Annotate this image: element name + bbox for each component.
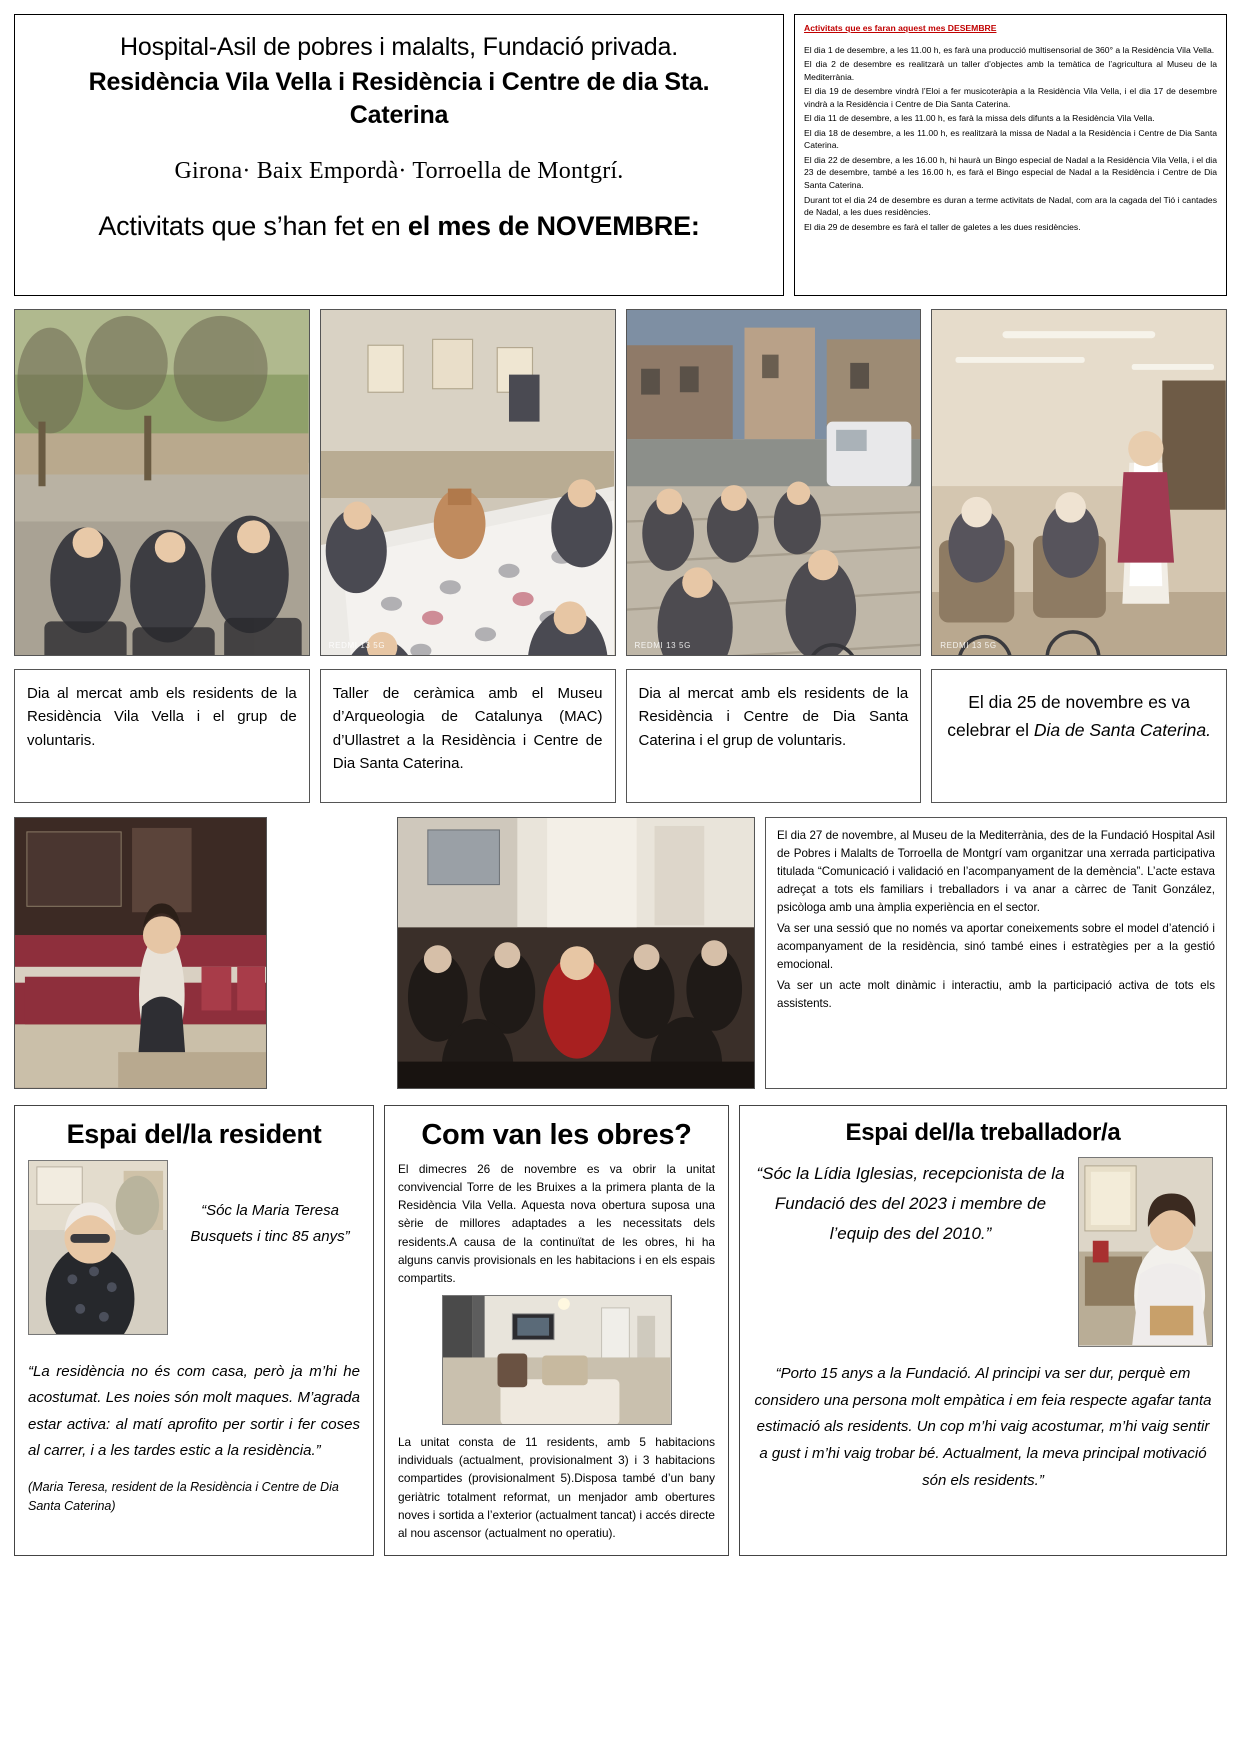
portrait-illustration [1079,1158,1212,1345]
photo-illustration [15,818,266,1088]
photo-illustration [398,818,754,1088]
photo-column-3 [626,309,922,803]
activity-month: el mes de NOVEMBRE: [407,211,700,241]
activity-headline [45,211,753,242]
photo-ceramics-workshop [320,309,616,656]
works-progress-box [384,1105,729,1556]
talk-photo-column-2 [397,817,755,1089]
resident-section-title: Espai del/la resident [66,1119,322,1149]
locations-line: Girona· Baix Empordà· Torroella de Montgrí. [174,158,624,184]
photo-row-2 [14,817,1227,1089]
photo-illustration [627,310,921,656]
bottom-sections-row [14,1105,1227,1556]
org-line-1: Hospital-Asil de pobres i malalts, Fundació privada. [120,33,678,61]
photo-illustration [932,310,1226,656]
talk-description-box [765,817,1227,1089]
works-section-title: Com van les obres? [421,1119,692,1151]
resident-short-quote: “Sóc la Maria Teresa Busquets i tinc 85 anys” [190,1202,350,1245]
photo-column-4 [931,309,1227,803]
photo-watermark: REDMI 13 5G [328,641,386,650]
december-item: El dia 1 de desembre, a les 11.00 h, es farà una producció multisensorial de 360° a la Residència Vila Vella. [804,44,1215,55]
header-row [14,14,1227,296]
photo-market-vila-vella [14,309,310,656]
photo-santa-caterina-day [931,309,1227,656]
december-item: Durant tot el dia 24 de desembre es duran a terme activitats de Nadal, com ara la cagada del Tió i cantades de Nadal, a les dues residències. [804,194,1217,218]
works-paragraph-2: La unitat consta de 11 residents, amb 5 habitacions individuals (actualment, provisionalment 3) i 3 habitacions compartides (provisionalment 5).Disposa també d’un bany geriàtric totalment reformat, un menjador amb obertures noves i sortida a l’exterior (actualment tancat) i accés directe al nou ascensor (actualment no operatiu). [398,1435,715,1540]
december-item: El dia 11 de desembre, a les 11.00 h, es farà la missa dels difunts a la Residència Vila Vella. [804,113,1155,124]
photo-new-dining-room [442,1295,672,1425]
resident-portrait [28,1160,168,1335]
photo-illustration [443,1296,671,1425]
december-item: El dia 29 de desembre es farà el taller de galetes a les dues residències. [804,221,1081,232]
photo-watermark: REDMI 13 5G [940,641,997,650]
december-item: El dia 19 de desembre vindrà l’Eloi a fer musicoteràpia a la Residència Vila Vella, i el dia 17 de desembre vindrà a la Residència i Centre de Dia Santa Caterina. [804,86,1217,109]
photo-caption-2: Taller de ceràmica amb el Museu d’Arqueologia de Catalunya (MAC) d’Ullastret a la Residència i Centre de Dia Santa Caterina. [320,669,616,803]
talk-paragraph: Va ser un acte molt dinàmic i interactiu, amb la participació activa de tots els assistents. [777,978,1215,1010]
december-item: El dia 18 de desembre, a les 11.00 h, es realitzarà la missa de Nadal a la Residència i Centre de Dia Santa Caterina. [804,127,1217,151]
photo-watermark: REDMI 13 5G [634,641,691,650]
december-item: El dia 22 de desembre, a les 16.00 h, hi haurà un Bingo especial de Nadal a la Residència Vila Vella, i el dia 23 de desembre, també a les 16.00 h, es farà el Bingo especial de Nadal a la Residència i Centre de Dia Santa Caterina. [804,154,1217,191]
photo-market-santa-caterina [626,309,922,656]
resident-intro [28,1160,360,1335]
resident-attribution: (Maria Teresa, resident de la Residència i Centre de Dia Santa Caterina) [28,1480,339,1513]
worker-intro [753,1157,1213,1347]
org-line-2: Residència Vila Vella i Residència i Centre de dia Sta. Caterina [88,68,710,129]
photo-illustration [321,310,615,656]
talk-paragraph: El dia 27 de novembre, al Museu de la Mediterrània, des de la Fundació Hospital Asil de Pobres i Malalts de Torroella de Montgrí vam organitzar una xerrada participativa titulada “Comunicació i validació en l’acompanyament de la demència”. L’acte estava adreçat a tots els familiars i treballadors i va anar a càrrec de Tanit González, psicòloga amb una àmplia experiència en el sector. [777,829,1215,914]
worker-long-quote: “Porto 15 anys a la Fundació. Al principi va ser dur, perquè em considero una persona molt empàtica i em feia respecte agafar tanta estimació als residents. Un cop m’hi vaig acostumar, m’hi vaig sentir a gust i m’hi vaig trobar bé. Actualment, la meva principal motivació són els residents.” [754,1365,1212,1489]
activity-prefix: Activitats que s’han fet en [98,211,408,241]
resident-space-box [14,1105,374,1556]
worker-space-box [739,1105,1227,1556]
portrait-illustration [29,1161,167,1334]
worker-section-title: Espai del/la treballador/a [845,1119,1121,1146]
december-item: El dia 2 de desembre es realitzarà un taller d’objectes amb la temàtica de l’agricultura al Museu de la Mediterrània. [804,59,1217,82]
header-title-box [14,14,784,296]
photo-caption-1: Dia al mercat amb els residents de la Residència Vila Vella i el grup de voluntaris. [14,669,310,803]
december-activities-box [794,14,1227,296]
photo-caption-4 [931,669,1227,803]
caption-text-italic: Dia de Santa Caterina. [1033,720,1211,740]
worker-portrait [1078,1157,1213,1347]
caption-text-plain: El dia 25 de novembre es va celebrar el [947,692,1191,740]
works-paragraph-1: El dimecres 26 de novembre es va obrir la unitat convivencial Torre de les Bruixes a la primera planta de la Residència Vila Vella. Aquesta nova obertura suposa una sèrie de millores adaptades a les necessitats dels residents.A causa de la continuïtat de les obres, hi ha alguns canvis provisionals en les habitacions i en els espais compartits. [398,1162,715,1285]
photo-audience [397,817,755,1089]
photo-column-1 [14,309,310,803]
talk-paragraph: Va ser una sessió que no només va aportar coneixements sobre el model d’atenció i acompanyament de la residència, sinó també eines i estratègies per a la gestió emocional. [777,921,1215,971]
worker-short-quote: “Sóc la Lídia Iglesias, recepcionista de la Fundació des del 2023 i membre de l’equip des del 2010.” [756,1164,1065,1243]
photo-column-2 [320,309,616,803]
photo-speaker-presentation [14,817,267,1089]
resident-long-quote: “La residència no és com casa, però ja m’hi he acostumat. Les noies són molt maques. M’agrada estar activa: al matí aprofito per sortir i fer coses al carrer, i a les tardes estic a la residència.” [28,1363,360,1459]
photo-caption-3: Dia al mercat amb els residents de la Residència i Centre de Dia Santa Caterina i el grup de voluntaris. [626,669,922,803]
photo-illustration [15,310,309,656]
photo-row-1 [14,309,1227,803]
december-title: Activitats que es faran aquest mes DESEMBRE [804,23,997,33]
talk-photo-column-1 [14,817,267,1089]
